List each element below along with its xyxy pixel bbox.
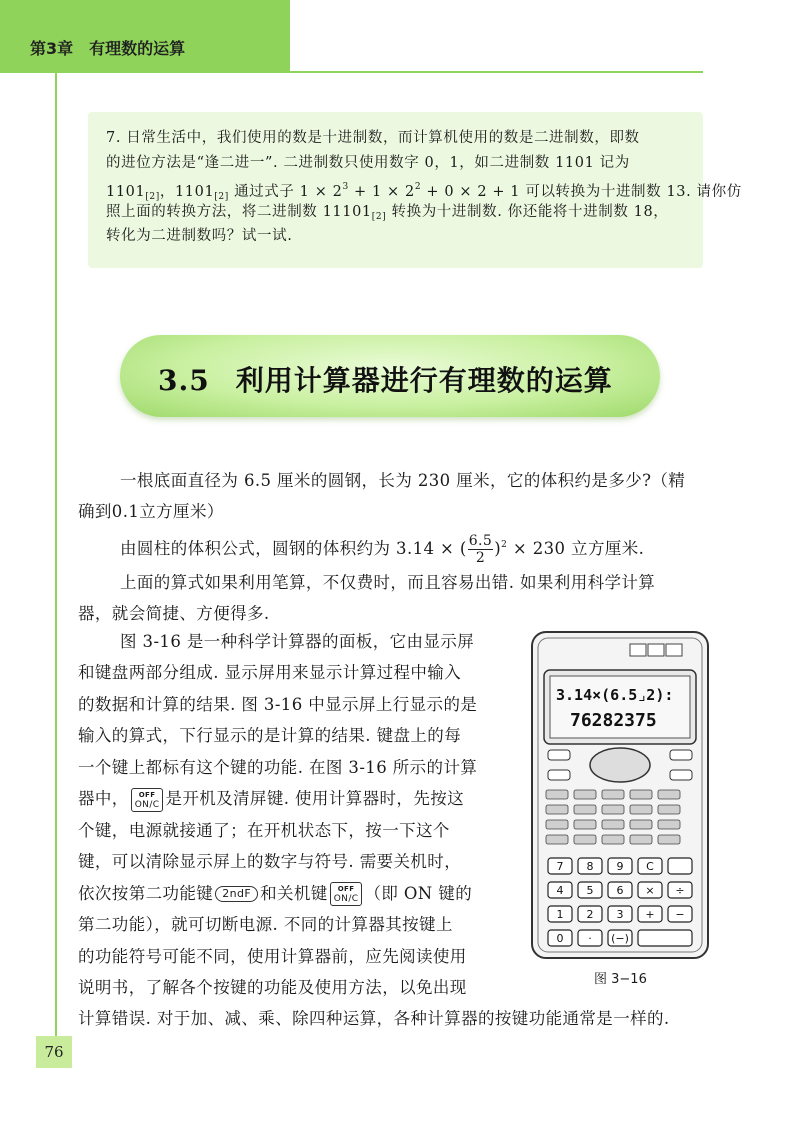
second-function-key: 2ndF [215,886,258,902]
svg-text:−: − [675,908,685,921]
paragraph-4-last: 计算错误. 对于加、减、乘、除四种运算，各种计算器的按键功能通常是一样的. [78,1009,670,1028]
exercise-line: 的进位方法是“逢二进一”. 二进制数只使用数字 0，1，如二进制数 1101 记为 [106,154,630,171]
svg-text:+: + [645,908,655,921]
exercise-line: $1101_{[2]}$，$1101_{[2]}$ 通过式子 $1 \times 2^3 + 1 \times 2^2 + 0 \times 2 + 1$ 可以转换为十进制数 13. 请你仿 [106,182,742,202]
exercise-7 [106,126,742,249]
paragraph-1: 一根底面直径为 6.5 厘米的圆钢，长为 230 厘米，它的体积约是多少?（精 [120,471,686,490]
paragraph-3: 上面的算式如果利用笔算，不仅费时，而且容易出错. 如果利用科学计算 [120,573,656,592]
calculator-display-line2: 76282375 [570,710,657,731]
paragraph-4-first: 图 3-16 是一种科学计算器的面板，它由显示屏 [120,632,475,651]
svg-text:·: · [588,932,592,945]
on-c-key: OFF ON/C [131,788,164,812]
section-title [158,359,613,399]
svg-text:×: × [645,884,655,897]
paragraph-1-cont: 确到0.1立方厘米） [78,502,224,521]
calculator-display-line1: 3.14×(6.5⌟2): [556,686,674,704]
paragraph-3-cont: 器，就会简捷、方便得多. [78,604,270,623]
section-number: 3.5 [158,364,210,397]
exercise-line: 7. 日常生活中，我们使用的数是十进制数，而计算机使用的数是二进制数，即数 [106,130,640,146]
svg-text:8: 8 [586,860,594,873]
svg-text:2: 2 [586,908,594,921]
svg-text:6: 6 [616,884,624,897]
exercise-line: 照上面的转换方法，将二进制数 $11101_{[2]}$ 转换为十进制数. 你还能将十进制数 18， [106,203,669,222]
svg-text:0: 0 [556,932,564,945]
svg-text:3: 3 [616,908,624,921]
paragraph-4: 和键盘两部分组成. 显示屏用来显示计算过程中输入 的数据和计算的结果. 图 3-16 中显示屏上行显示的是 输入的算式，下行显示的是计算的结果. 键盘上的每 一个键上都标有这个键的功能. 在图 3-16 所示的计算 器中， OFF ON/C 是开机及清屏键. 使用计算器时，先按这 个键，电源就接通了；在开机状态下，按一下这个 键，可以清除显示屏上的数字与符号. 需要关机时， 依次按第二功能键 2ndF 和关机键 OFF ON/C （即 ON 键的 第二功能），就可切断电源. 不同的计算器其按键上 的功能符号可能不同，使用计算器前，应先阅读使用 说明书，了解各个按键的功能及使用方法，以免出现 [78,663,478,997]
paragraph-2: 由圆柱的体积公式，圆钢的体积约为 3.14 × ( $\frac{6.5}{2}$ )$^2$ × 230 立方厘米. [120,533,645,566]
on-c-key: OFF ON/C [330,882,363,906]
svg-text:÷: ÷ [675,884,685,897]
svg-text:1: 1 [556,908,564,921]
section-heading: 利用计算器进行有理数的运算 [235,364,613,397]
svg-text:9: 9 [616,860,624,873]
calculator-illustration [530,630,710,960]
chapter-title: 第3章 有理数的运算 [30,39,186,58]
svg-text:5: 5 [586,884,594,897]
side-divider [55,72,57,1036]
svg-text:4: 4 [556,884,564,897]
svg-text:7: 7 [556,860,564,873]
fraction: $\frac{6.5}{2}$ [468,533,493,566]
page-number: 76 [36,1036,72,1068]
figure-caption: 图 3−16 [594,972,647,987]
exercise-line: 转化为二进制数吗？试一试. [106,228,293,244]
svg-text:(−): (−) [611,932,629,945]
svg-text:C: C [646,860,654,873]
header-divider [0,71,703,73]
